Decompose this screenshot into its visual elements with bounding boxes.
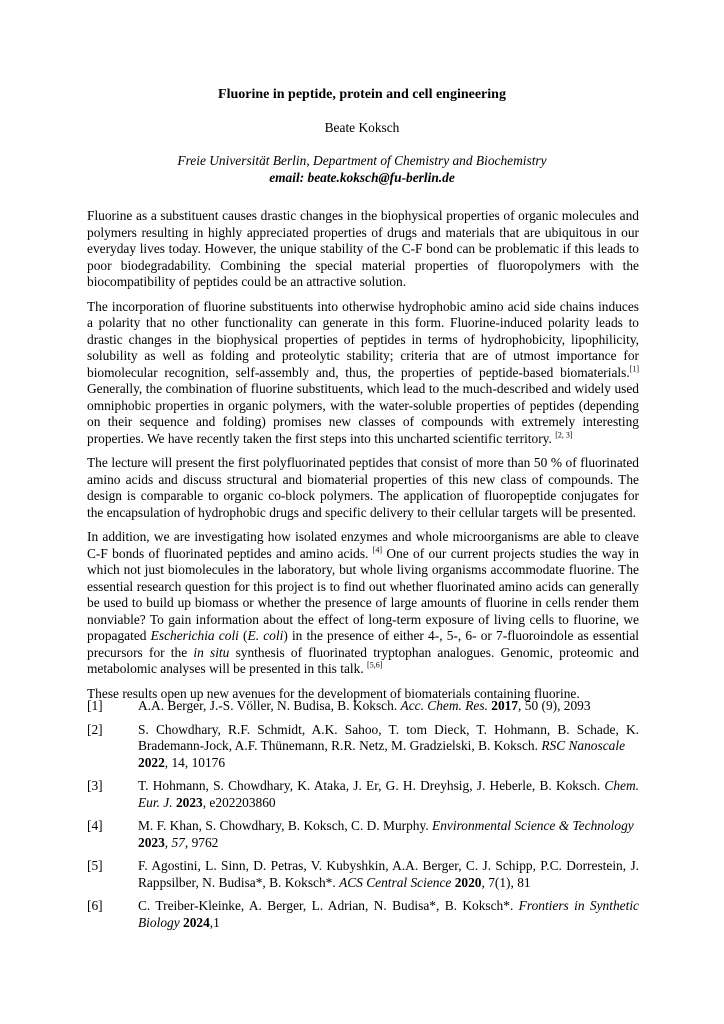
reference-authors: F. Agostini, L. Sinn, D. Petras, V. Kubyshkin, A.A. Berger, C. J. Schipp, P.C. Dorrestein, J. Rappsilber, N. Budisa*, B. Koksch*. bbox=[138, 858, 639, 890]
reference-authors: M. F. Khan, S. Chowdhary, B. Koksch, C. D. Murphy. bbox=[138, 818, 433, 833]
reference-text bbox=[138, 778, 639, 811]
reference-text bbox=[138, 858, 639, 891]
reference-authors: C. Treiber-Kleinke, A. Berger, L. Adrian, N. Budisa*, B. Koksch*. bbox=[138, 898, 519, 913]
reference-authors: A.A. Berger, J.-S. Völler, N. Budisa, B. Koksch. bbox=[138, 698, 401, 713]
paragraph-2-text-b: Generally, the combination of fluorine substituents, which lead to the much-described and widely used omniphobic properties in organic polymers, with the water-soluble properties of peptides (depending on their sequence and folding) promises new classes of compounds with extremely interesting properties. We have recently taken the first steps into this uncharted scientific territory. bbox=[87, 381, 639, 446]
citation-4: [4] bbox=[372, 545, 383, 555]
reference-year: 2023 bbox=[172, 794, 203, 810]
citation-5-6: [5,6] bbox=[367, 660, 383, 670]
paragraph-5: These results open up new avenues for the development of biomaterials containing fluorine. bbox=[87, 685, 580, 701]
affiliation: Freie Universität Berlin, Department of Chemistry and Biochemistry bbox=[177, 153, 547, 168]
reference-year: 2020 bbox=[451, 874, 482, 890]
email-address: email: beate.koksch@fu-berlin.de bbox=[269, 170, 455, 185]
species-abbrev: E. coli bbox=[247, 628, 284, 643]
reference-journal: Acc. Chem. Res. bbox=[400, 698, 488, 713]
paragraph-4 bbox=[87, 529, 639, 678]
paragraph-4-text-b: One of our current projects studies the way in which not just biomolecules in the laboratory, but whole living organisms accommodate fluorine. The essential research question for this project is to find out whether fluorinated amino acids can generally be used to build up biomass or whether the presence of large amounts of fluorine in cells render them nonviable? To gain information about the effect of long-term exposure of living cells to fluorine, we propagated bbox=[87, 545, 639, 643]
citation-1: [1] bbox=[629, 364, 639, 374]
reference-number: [5] bbox=[87, 858, 103, 873]
reference-journal: Chem. Eur. J. bbox=[138, 778, 639, 810]
paragraph-4-text-a: In addition, we are investigating how isolated enzymes and whole microorganisms are able to cleave C-F bonds of fluorinated peptides and amino acids. bbox=[87, 529, 639, 561]
reference-authors: S. Chowdhary, R.F. Schmidt, A.K. Sahoo, T. tom Dieck, T. Hohmann, B. Schade, K. Brademann-Jock, A.F. Thünemann, R.R. Netz, M. Gradzielski, B. Koksch. bbox=[138, 721, 639, 753]
reference-journal: Environmental Science & Technology bbox=[432, 818, 634, 833]
reference-pages: ,1 bbox=[209, 914, 220, 930]
reference-pages: , e202203860 bbox=[202, 794, 276, 810]
reference-pages: , 50 (9), 2093 bbox=[518, 698, 591, 713]
reference-text bbox=[138, 698, 639, 715]
paragraph-2-text-a: The incorporation of fluorine substituents into otherwise hydrophobic amino acid side chains induces a polarity that no other functionality can generate in this form. Fluorine-induced polarity leads to drastic changes in the biophysical properties of peptides in terms of hydrophobicity, lipophilicity, solubility as well as folding and proteolytic stability; criteria that are of utmost importance for biomolecular recognition, self-assembly and, thus, the properties of peptide-based biomaterials. bbox=[87, 298, 639, 380]
in-situ-term: in situ bbox=[193, 644, 230, 660]
reference-text bbox=[138, 722, 639, 772]
reference-authors: T. Hohmann, S. Chowdhary, K. Ataka, J. Er, G. H. Dreyhsig, J. Heberle, B. Koksch. bbox=[138, 778, 605, 793]
reference-item bbox=[87, 778, 639, 811]
reference-pages: , 14, 10176 bbox=[164, 754, 226, 770]
paren-open: ( bbox=[238, 628, 248, 643]
paragraph-4-text-d: synthesis of fluorinated tryptophan analogues. Genomic, proteomic and metabolomic analyses will be presented in this talk. bbox=[87, 644, 639, 676]
author-name: Beate Koksch bbox=[324, 120, 400, 135]
reference-item bbox=[87, 898, 639, 931]
reference-number: [3] bbox=[87, 778, 103, 793]
reference-number: [2] bbox=[87, 721, 103, 737]
species-name: Escherichia coli bbox=[150, 628, 239, 643]
reference-list bbox=[87, 698, 639, 938]
reference-item bbox=[87, 722, 639, 772]
reference-number: [4] bbox=[87, 818, 103, 833]
citation-2-3: [2, 3] bbox=[555, 430, 573, 440]
reference-pages: , 9762 bbox=[184, 834, 219, 850]
reference-journal: RSC Nanoscale bbox=[541, 738, 626, 753]
reference-item bbox=[87, 858, 639, 891]
paragraph-2 bbox=[87, 299, 639, 448]
reference-year: 2022 bbox=[138, 754, 165, 770]
paragraph-1: Fluorine as a substituent causes drastic changes in the biophysical properties of organic molecules and polymers resulting in highly appreciated properties of drugs and materials that are ubiquitous in our everyday lives today. However, the unique stability of the C-F bond can be problematic if this leads to poor biodegradability. Combining the special material properties of fluoropolymers with the biocompatibility of peptides could be an attractive solution. bbox=[87, 208, 639, 289]
reference-year: 2017 bbox=[487, 698, 519, 713]
reference-item bbox=[87, 698, 639, 715]
paragraph-4-text-c: ) in the presence of either 4-, 5-, 6- or 7-fluoroindole as essential precursors for the bbox=[87, 628, 639, 660]
abstract-body bbox=[87, 208, 639, 710]
reference-journal: ACS Central Science bbox=[339, 874, 452, 890]
reference-year: 2024 bbox=[179, 914, 210, 930]
reference-number: [6] bbox=[87, 898, 103, 913]
reference-text bbox=[138, 898, 639, 931]
reference-year: 2023 bbox=[138, 834, 165, 850]
reference-volume: , 57 bbox=[164, 834, 185, 850]
reference-pages: , 7(1), 81 bbox=[481, 874, 531, 890]
page-title: Fluorine in peptide, protein and cell engineering bbox=[218, 87, 506, 102]
reference-journal: Frontiers in Synthetic Biology bbox=[138, 898, 639, 930]
reference-text bbox=[138, 818, 639, 851]
reference-number: [1] bbox=[87, 698, 103, 713]
paragraph-3: The lecture will present the first polyfluorinated peptides that consist of more than 50 % of fluorinated amino acids and discuss structural and biomaterial properties of this new class of compounds. The design is comparable to organic co-block polymers. The application of fluoropeptide conjugates for the encapsulation of hydrophobic drugs and specific delivery to their cellular targets will be presented. bbox=[87, 455, 639, 520]
reference-item bbox=[87, 818, 639, 851]
